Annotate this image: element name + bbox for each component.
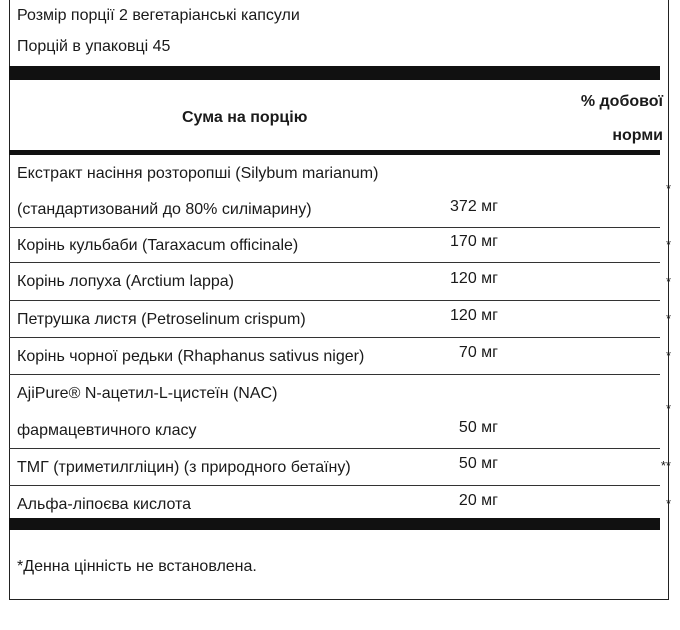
daily-value: * (665, 496, 671, 511)
daily-value-header-line2: норми (612, 127, 663, 144)
ingredient-amount: 372 мг (450, 198, 498, 215)
footnote: *Денна цінність не встановлена. (17, 558, 257, 575)
row-divider (9, 300, 660, 301)
daily-value: * (665, 401, 671, 416)
ingredient-name: Петрушка листя (Petroselinum crispum) (17, 311, 306, 328)
row-divider (9, 485, 660, 486)
ingredient-name: Корінь лопуха (Arctium lappa) (17, 273, 235, 290)
amount-per-serving-header: Сума на порцію (182, 109, 308, 126)
row-divider (9, 227, 660, 228)
thick-divider-top (9, 66, 660, 80)
ingredient-amount: 70 мг (458, 344, 498, 361)
ingredient-amount: 120 мг (450, 270, 498, 287)
ingredient-name: AjiPure® N-ацетил-L-цистеїн (NAC) (17, 385, 278, 402)
ingredient-amount: 120 мг (450, 307, 498, 324)
daily-value: * (665, 348, 671, 363)
ingredient-name: ТМГ (триметилгліцин) (з природного бетаїну) (17, 459, 351, 476)
ingredient-amount: 50 мг (458, 455, 498, 472)
ingredient-amount: 20 мг (458, 492, 498, 509)
medium-divider (9, 150, 660, 155)
daily-value: * (665, 181, 671, 196)
serving-size: Розмір порції 2 вегетаріанські капсули (17, 7, 300, 24)
ingredient-name-line2: (стандартизований до 80% силімарину) (17, 201, 312, 218)
daily-value: * (665, 274, 671, 289)
ingredient-name: Екстракт насіння розторопші (Silybum marianum) (17, 165, 379, 182)
ingredient-name-line2: фармацевтичного класу (17, 422, 197, 439)
ingredient-name: Корінь кульбаби (Taraxacum officinale) (17, 237, 299, 254)
thick-divider-bottom (9, 518, 660, 530)
ingredient-amount: 170 мг (450, 233, 498, 250)
ingredient-name: Корінь чорної редьки (Rhaphanus sativus niger) (17, 348, 365, 365)
row-divider (9, 262, 660, 263)
ingredient-amount: 50 мг (458, 419, 498, 436)
ingredient-name: Альфа-ліпоєва кислота (17, 496, 192, 513)
daily-value: * (665, 237, 671, 252)
daily-value-header-line1: % добової (580, 93, 663, 110)
servings-per-container: Порцій в упаковці 45 (17, 38, 171, 55)
daily-value: * (665, 311, 671, 326)
row-divider (9, 337, 660, 338)
daily-value: ** (660, 458, 671, 473)
row-divider (9, 374, 660, 375)
row-divider (9, 448, 660, 449)
